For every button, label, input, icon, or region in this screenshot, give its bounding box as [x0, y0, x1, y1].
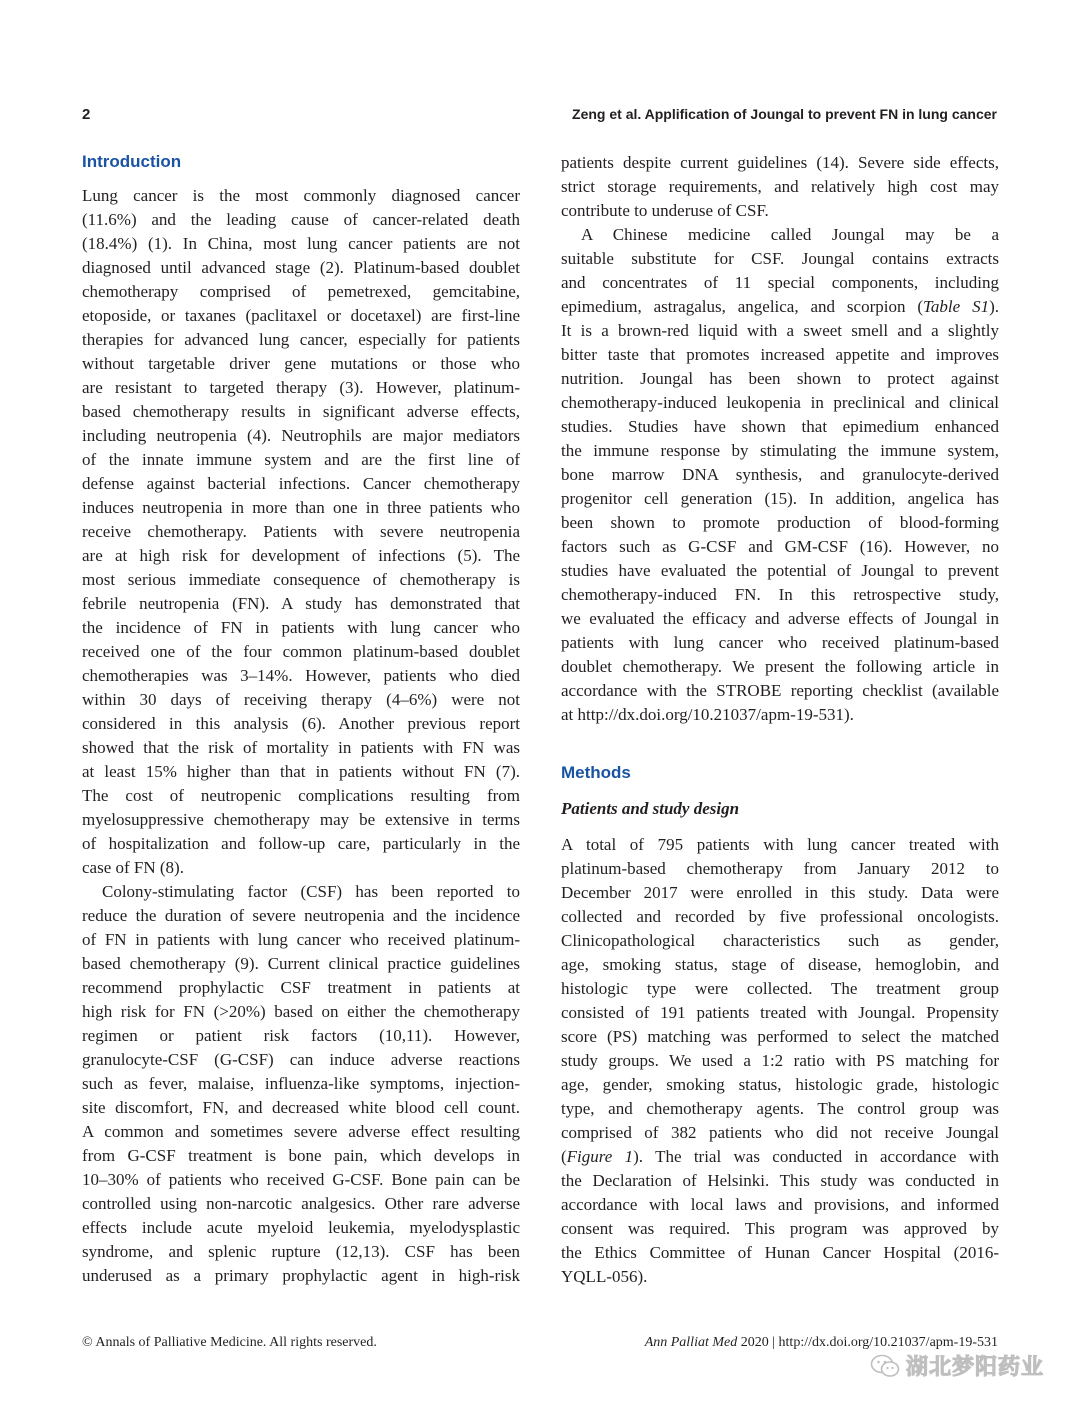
text-line: 10–30% of patients who received G-CSF. Bone pain can be: [82, 1170, 520, 1189]
text-line: syndrome, and splenic rupture (12,13). CSF has been: [82, 1242, 520, 1261]
intro-paragraph-1: [82, 184, 520, 880]
text-segment: (: [561, 1147, 567, 1166]
text-line: received one of the four common platinum-based doublet: [82, 642, 520, 661]
text-line: of hospitalization and follow-up care, particularly in the: [82, 834, 520, 853]
text-line: febrile neutropenia (FN). A study has demonstrated that: [82, 594, 520, 613]
text-line: chemotherapy comprised of pemetrexed, gemcitabine,: [82, 282, 520, 301]
text-line: accordance with the STROBE reporting checklist (available: [561, 681, 999, 700]
text-line: diagnosed until advanced stage (2). Platinum-based doublet: [82, 258, 520, 277]
text-line: based chemotherapy (9). Current clinical practice guidelines: [82, 954, 520, 973]
text-line: patients with lung cancer who received platinum-based: [561, 633, 999, 652]
text-line: studies. Studies have shown that epimedium enhanced: [561, 417, 999, 436]
text-line: YQLL-056).: [561, 1267, 648, 1286]
text-line: are at high risk for development of infections (5). The: [82, 546, 520, 565]
text-line: The cost of neutropenic complications resulting from: [82, 786, 520, 805]
page-number: 2: [82, 106, 91, 123]
text-line: nutrition. Joungal has been shown to protect against: [561, 369, 999, 388]
text-line: accordance with local laws and provisions, and informed: [561, 1195, 999, 1214]
text-line: chemotherapy-induced FN. In this retrospective study,: [561, 585, 999, 604]
text-line: the Declaration of Helsinki. This study was conducted in: [561, 1171, 999, 1190]
text-line: etoposide, or taxanes (paclitaxel or docetaxel) are first-line: [82, 306, 520, 325]
text-line: studies have evaluated the potential of Joungal to prevent: [561, 561, 999, 580]
methods-heading: Methods: [561, 763, 631, 782]
patients-study-design-heading: Patients and study design: [561, 799, 740, 818]
text-line: based chemotherapy results in significant adverse effects,: [82, 402, 520, 421]
text-line: been shown to promote production of blood-forming: [561, 513, 999, 532]
text-line: site discomfort, FN, and decreased white blood cell count.: [82, 1098, 520, 1117]
journal-name: Ann Palliat Med: [644, 1335, 738, 1350]
doi-citation[interactable]: 2020 | http://dx.doi.org/10.21037/apm-19-531: [740, 1335, 998, 1350]
text-line: controlled using non-narcotic analgesics. Other rare adverse: [82, 1194, 520, 1213]
text-line: (11.6%) and the leading cause of cancer-related death: [82, 210, 520, 229]
methods-paragraph: [561, 833, 999, 1289]
text-line: Clinicopathological characteristics such as gender,: [561, 931, 999, 950]
text-segment: epimedium, astragalus, angelica, and scorpion (: [561, 297, 924, 316]
text-line: receive chemotherapy. Patients with severe neutropenia: [82, 522, 520, 541]
text-line: A common and sometimes severe adverse effect resulting: [82, 1122, 520, 1141]
running-head: Zeng et al. Applification of Joungal to prevent FN in lung cancer: [572, 106, 997, 122]
text-line: December 2017 were enrolled in this study. Data were: [561, 883, 999, 902]
intro-paragraph-2: [82, 880, 520, 1288]
text-line: and concentrates of 11 special components, including: [561, 273, 999, 292]
text-line: considered in this analysis (6). Another previous report: [82, 714, 520, 733]
text-line: at least 15% higher than that in patients without FN (7).: [82, 762, 520, 781]
text-line: histologic type were collected. The treatment group: [561, 979, 999, 998]
text-line: we evaluated the efficacy and adverse effects of Joungal in: [561, 609, 999, 628]
journal-citation: [645, 1335, 998, 1351]
text-line: induces neutropenia in more than one in three patients who: [82, 498, 520, 517]
text-line: recommend prophylactic CSF treatment in patients at: [82, 978, 520, 997]
left-column: [82, 150, 520, 1288]
text-line: suitable substitute for CSF. Joungal contains extracts: [561, 249, 999, 268]
text-line: chemotherapy-induced leukopenia in preclinical and clinical: [561, 393, 999, 412]
text-line: bone marrow DNA synthesis, and granulocyte-derived: [561, 465, 999, 484]
text-line: It is a brown-red liquid with a sweet smell and a slightly: [561, 321, 999, 340]
watermark-text: 湖北梦阳药业: [905, 1355, 1044, 1380]
text-line: factors such as G-CSF and GM-CSF (16). However, no: [561, 537, 999, 556]
text-line: the Ethics Committee of Hunan Cancer Hospital (2016-: [561, 1243, 999, 1262]
text-line: showed that the risk of mortality in patients with FN was: [82, 738, 520, 757]
text-line: of FN in patients with lung cancer who received platinum-: [82, 930, 520, 949]
text-line: study groups. We used a 1:2 ratio with PS matching for: [561, 1051, 999, 1070]
text-line: A Chinese medicine called Joungal may be a: [581, 225, 999, 244]
figure-1-reference[interactable]: Figure 1: [566, 1147, 634, 1166]
text-line: reduce the duration of severe neutropenia and the incidence: [82, 906, 520, 925]
text-line: [561, 295, 999, 319]
right-column: [561, 151, 999, 1289]
text-line: score (PS) matching was performed to select the matched: [561, 1027, 999, 1046]
text-line: age, gender, smoking status, histologic grade, histologic: [561, 1075, 999, 1094]
text-line: granulocyte-CSF (G-CSF) can induce adverse reactions: [82, 1050, 520, 1069]
text-line: case of FN (8).: [82, 858, 184, 877]
intro-continuation: [561, 151, 999, 223]
text-line: such as fever, malaise, influenza-like symptoms, injection-: [82, 1074, 520, 1093]
text-line: the incidence of FN in patients with lung cancer who: [82, 618, 520, 637]
joungal-paragraph: [561, 223, 999, 727]
text-line: patients despite current guidelines (14). Severe side effects,: [561, 153, 999, 172]
text-line: regimen or patient risk factors (10,11). However,: [82, 1026, 520, 1045]
text-line: progenitor cell generation (15). In addition, angelica has: [561, 489, 999, 508]
text-line: comprised of 382 patients who did not receive Joungal: [561, 1123, 999, 1142]
text-line: from G-CSF treatment is bone pain, which develops in: [82, 1146, 520, 1165]
text-line: consent was required. This program was approved by: [561, 1219, 999, 1238]
text-line: without targetable driver gene mutations or those who: [82, 354, 520, 373]
text-line: (18.4%) (1). In China, most lung cancer patients are not: [82, 234, 520, 253]
text-line: underused as a primary prophylactic agent in high-risk: [82, 1266, 520, 1285]
text-line: strict storage requirements, and relatively high cost may: [561, 177, 999, 196]
text-line: type, and chemotherapy agents. The control group was: [561, 1099, 999, 1118]
wechat-watermark: [870, 1350, 1044, 1381]
text-segment: ). The trial was conducted in accordance with: [633, 1147, 999, 1166]
text-line: age, smoking status, stage of disease, hemoglobin, and: [561, 955, 999, 974]
text-line: most serious immediate consequence of chemotherapy is: [82, 570, 520, 589]
wechat-icon: [870, 1353, 900, 1379]
text-line: therapies for advanced lung cancer, especially for patients: [82, 330, 520, 349]
text-line: of the innate immune system and are the first line of: [82, 450, 520, 469]
text-line: A total of 795 patients with lung cancer treated with: [561, 835, 999, 854]
text-line: effects include acute myeloid leukemia, myelodysplastic: [82, 1218, 520, 1237]
copyright-notice: © Annals of Palliative Medicine. All rights reserved.: [82, 1335, 377, 1350]
text-line: including neutropenia (4). Neutrophils are major mediators: [82, 426, 520, 445]
text-line: are resistant to targeted therapy (3). However, platinum-: [82, 378, 520, 397]
text-line: platinum-based chemotherapy from January 2012 to: [561, 859, 999, 878]
text-line: high risk for FN (>20%) based on either the chemotherapy: [82, 1002, 520, 1021]
text-segment: ).: [989, 297, 999, 316]
text-line: chemotherapies was 3–14%. However, patients who died: [82, 666, 520, 685]
text-line: myelosuppressive chemotherapy may be extensive in terms: [82, 810, 520, 829]
text-line: defense against bacterial infections. Cancer chemotherapy: [82, 474, 520, 493]
text-line: consisted of 191 patients treated with Joungal. Propensity: [561, 1003, 999, 1022]
text-line: within 30 days of receiving therapy (4–6%) were not: [82, 690, 520, 709]
text-line: the immune response by stimulating the immune system,: [561, 441, 999, 460]
text-line: doublet chemotherapy. We present the following article in: [561, 657, 999, 676]
text-line: Lung cancer is the most commonly diagnosed cancer: [82, 186, 520, 205]
text-line: collected and recorded by five professional oncologists.: [561, 907, 999, 926]
introduction-heading: Introduction: [82, 152, 182, 171]
text-line: contribute to underuse of CSF.: [561, 201, 769, 220]
text-line: Colony-stimulating factor (CSF) has been reported to: [102, 882, 520, 901]
table-s1-reference[interactable]: Table S1: [923, 297, 990, 316]
text-line: bitter taste that promotes increased appetite and improves: [561, 345, 999, 364]
text-line: [561, 1145, 999, 1169]
text-line: at http://dx.doi.org/10.21037/apm-19-531).: [561, 705, 854, 724]
